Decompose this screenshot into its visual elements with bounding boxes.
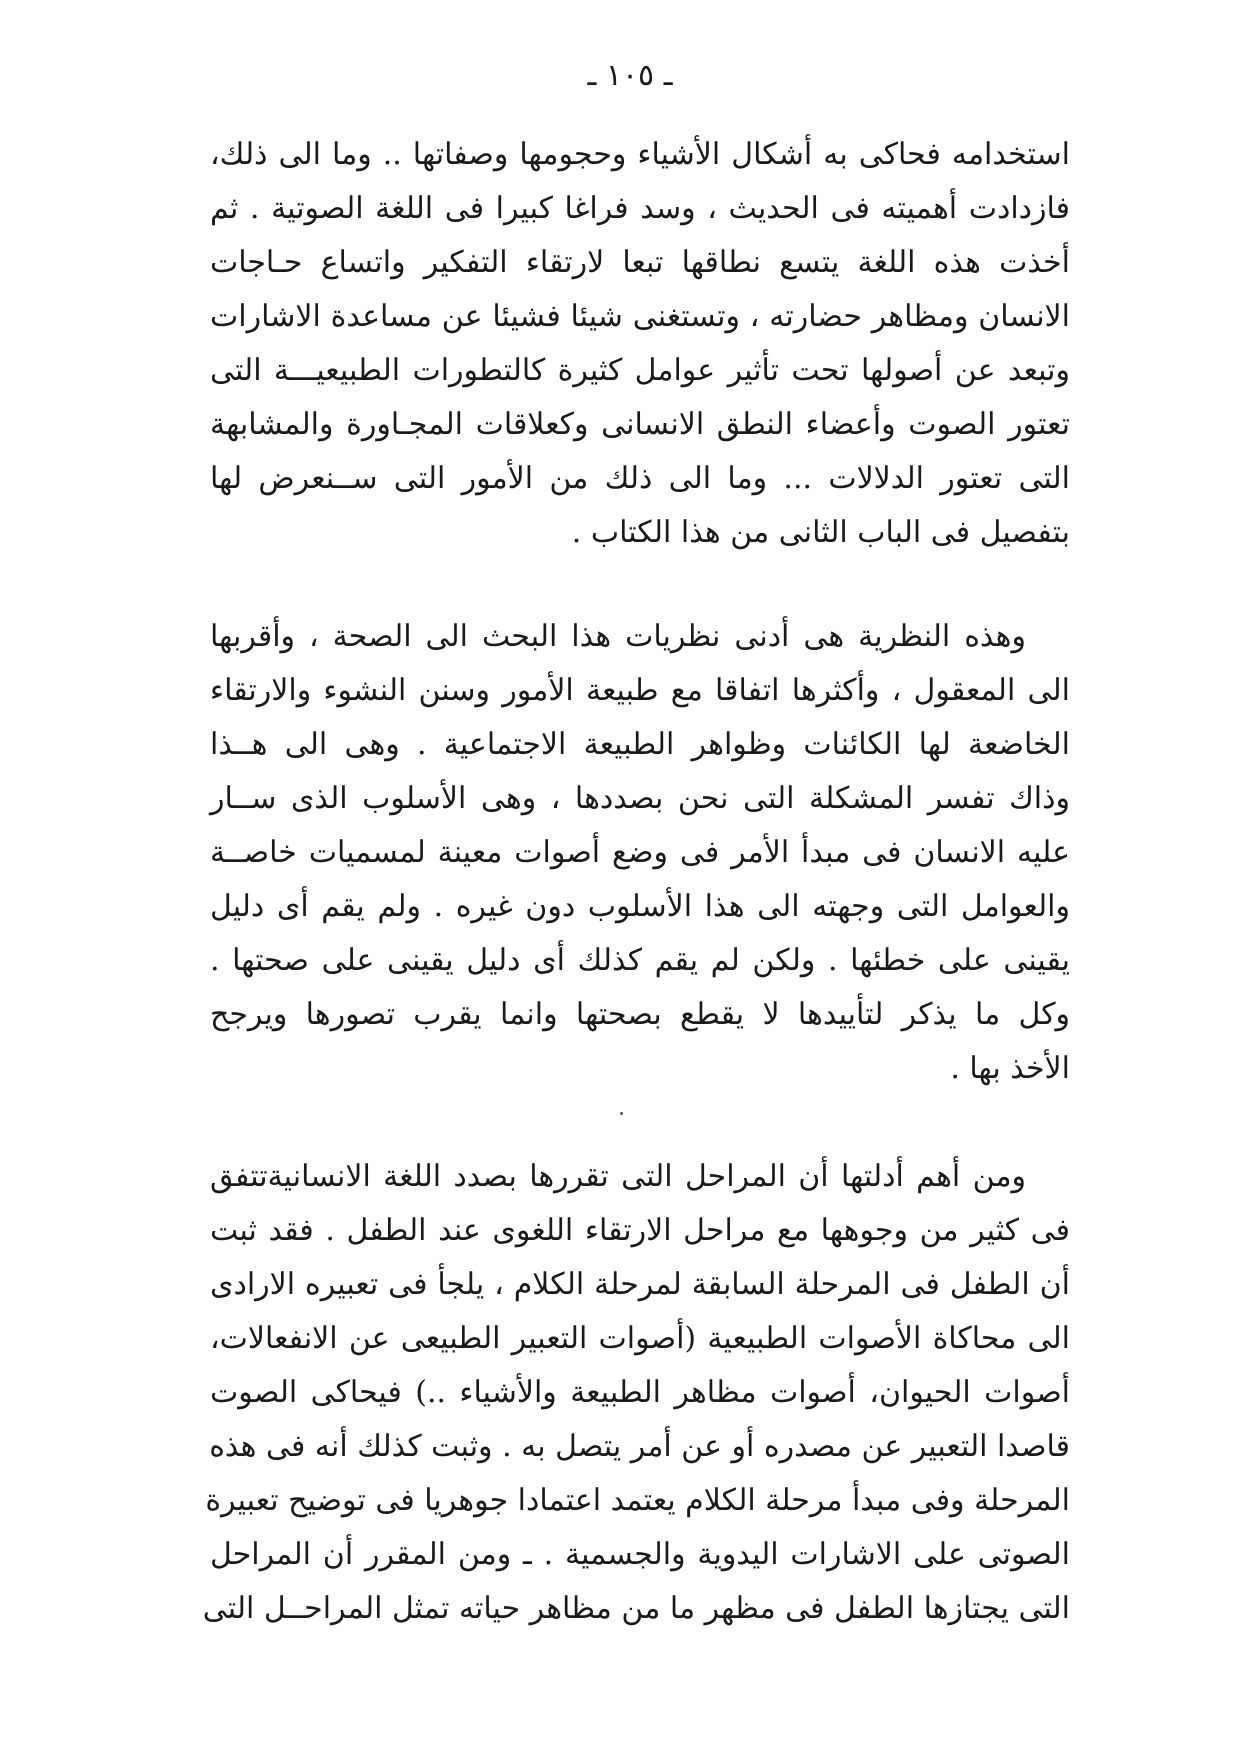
text-line: الى المعقول ، وأكثرها اتفاقا مع طبيعة الأمور وسنن النشوء والارتقاء [210, 673, 1070, 708]
text-line: أصوات الحيوان، أصوات مظاهر الطبيعة والأشياء ..) فيحاكى الصوت [210, 1375, 1070, 1410]
text-line: الانسان ومظاهر حضارته ، وتستغنى شيئا فشيئا عن مساعدة الاشارات [210, 299, 1070, 334]
text-line: فازدادت أهميته فى الحديث ، وسد فراغا كبيرا فى اللغة الصوتية . ثم [210, 191, 1070, 226]
text-line: والعوامل التى وجهته الى هذا الأسلوب دون غيره . ولم يقم أى دليل [210, 889, 1070, 924]
text-line: التى تعتور الدلالات ... وما الى ذلك من الأمور التى ســنعرض لها [210, 461, 1070, 496]
text-line: أن الطفل فى المرحلة السابقة لمرحلة الكلام ، يلجأ فى تعبيره الارادى [210, 1267, 1070, 1302]
text-line: الى محاكاة الأصوات الطبيعية (أصوات التعبير الطبيعى عن الانفعالات، [210, 1321, 1070, 1356]
text-line: تعتور الصوت وأعضاء النطق الانسانى وكعلاقات المجـاورة والمشابهة [210, 407, 1070, 442]
text-line: ومن أهم أدلتها أن المراحل التى تقررها بصدد اللغة الانسانيةتتفق [210, 1159, 1026, 1194]
text-line: الصوتى على الاشارات اليدوية والجسمية . ـ ومن المقرر أن المراحل [210, 1537, 1070, 1572]
text-line: استخدامه فحاكى به أشكال الأشياء وحجومها وصفاتها .. وما الى ذلك، [210, 137, 1070, 172]
text-line: قاصدا التعبير عن مصدره أو عن أمر يتصل به . وثبت كذلك أنه فى هذه [209, 1429, 1070, 1464]
scan-speck [620, 1112, 623, 1115]
text-line: أخذت هذه اللغة يتسع نطاقها تبعا لارتقاء التفكير واتساع حـاجات [210, 245, 1070, 280]
text-line: عليه الانسان فى مبدأ الأمر فى وضع أصوات معينة لمسميات خاصــة [210, 835, 1070, 870]
text-line: الأخذ بها . [950, 1051, 1070, 1086]
page-number: ـ ١٠٥ ـ [587, 58, 673, 93]
text-line: وكل ما يذكر لتأييدها لا يقطع بصحتها وانما يقرب تصورها ويرجح [210, 997, 1070, 1032]
text-line: المرحلة وفى مبدأ مرحلة الكلام يعتمد اعتمادا جوهريا فى توضيح تعبيرة [205, 1483, 1070, 1518]
text-line: التى يجتازها الطفل فى مظهر ما من مظاهر حياته تمثل المراحــل التى [202, 1591, 1070, 1626]
paragraph-1 [210, 128, 1070, 560]
paragraph-2 [210, 610, 1070, 1096]
paragraph-3 [202, 1150, 1070, 1636]
text-line: بتفصيل فى الباب الثانى من هذا الكتاب . [571, 515, 1070, 550]
text-line: وهذه النظرية هى أدنى نظريات هذا البحث الى الصحة ، وأقربها [210, 619, 1026, 654]
text-line: الخاضعة لها الكائنات وظواهر الطبيعة الاجتماعية . وهى الى هــذا [210, 727, 1070, 762]
text-line: فى كثير من وجوهها مع مراحل الارتقاء اللغوى عند الطفل . فقد ثبت [210, 1213, 1070, 1248]
text-line: يقينى على خطئها . ولكن لم يقم كذلك أى دليل يقينى على صحتها . [210, 943, 1070, 978]
text-line: وذاك تفسر المشكلة التى نحن بصددها ، وهى الأسلوب الذى ســار [210, 781, 1070, 816]
text-line: وتبعد عن أصولها تحت تأثير عوامل كثيرة كالتطورات الطبيعيـــة التى [210, 353, 1071, 388]
